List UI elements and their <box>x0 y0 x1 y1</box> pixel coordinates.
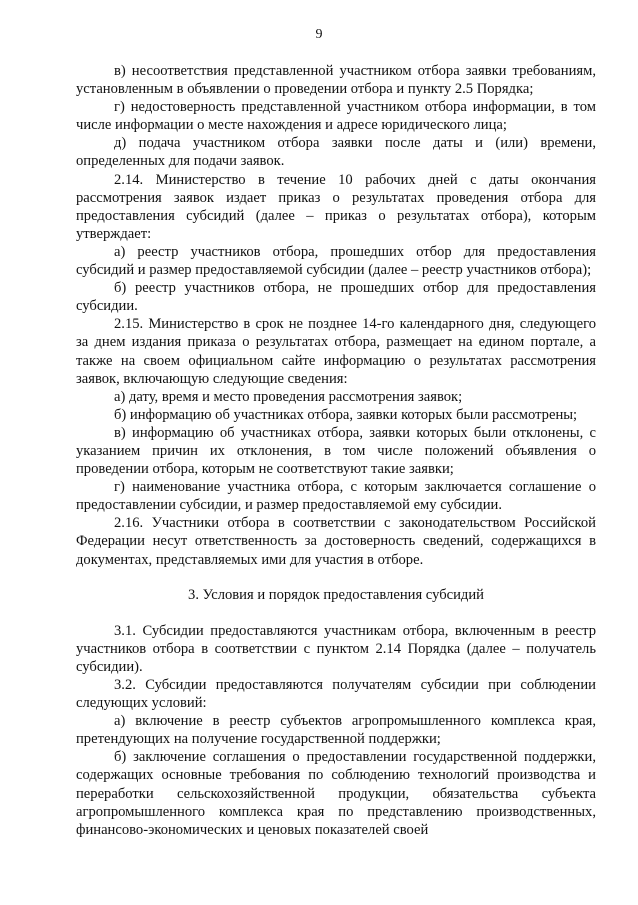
paragraph-3-1: 3.1. Субсидии предоставляются участникам отбора, включенным в реестр участников отбора в соответствии с пунктом 2.14 Порядка (далее – получатель субсидии). <box>76 622 596 675</box>
paragraph-2-15-a: а) дату, время и место проведения рассмотрения заявок; <box>114 388 463 405</box>
section-heading: 3. Условия и порядок предоставления субсидий <box>188 586 484 603</box>
paragraph-2-15-v: в) информацию об участниках отбора, заявки которых были отклонены, с указанием причин их отклонения, в том числе положений объявления о проведении отбора, которым не соответствуют такие заявки; <box>76 424 596 478</box>
paragraph-2-13-v: в) несоответствия представленной участником отбора заявки требованиям, установленным в объявлении о проведении отбора и пункту 2.5 Порядка; <box>76 63 596 98</box>
paragraph-3-2-b: б) заключение соглашения о предоставлении государственной поддержки, содержащих основные требования по соблюдению технологий производства и переработки сельскохозяйственной продукции, обязательства субъекта агропромышленного комплекса края по представлению производственных, финансово-экономических и ценовых показателей своей <box>76 749 596 838</box>
paragraph-2-13-g: г) недостоверность представленной участником отбора информации, в том числе информации о месте нахождения и адресе юридического лица; <box>76 99 596 134</box>
paragraph-3-2: 3.2. Субсидии предоставляются получателям субсидии при соблюдении следующих условий: <box>76 677 596 712</box>
paragraph-2-14-b: б) реестр участников отбора, не прошедших отбор для предоставления субсидии. <box>76 280 596 315</box>
paragraph-2-14: 2.14. Министерство в течение 10 рабочих дней с даты окончания рассмотрения заявок издает приказ о результатах проведения отбора для предоставления субсидий (далее – приказ о результатах отбора), которым утверждает: <box>76 171 596 242</box>
paragraph-2-14-a: а) реестр участников отбора, прошедших отбор для предоставления субсидий и размер предоставляемой субсидии (далее – реестр участников отбора); <box>76 243 596 279</box>
paragraph-3-2-a: а) включение в реестр субъектов агропромышленного комплекса края, претендующих на получение государственной поддержки; <box>76 713 596 748</box>
paragraph-2-15-b: б) информацию об участниках отбора, заявки которых были рассмотрены; <box>114 406 578 423</box>
paragraph-2-15-g: г) наименование участника отбора, с которым заключается соглашение о предоставлении субсидии, и размер предоставляемой ему субсидии. <box>76 479 596 514</box>
paragraph-2-16: 2.16. Участники отбора в соответствии с законодательством Российской Федерации несут ответственность за достоверность сведений, содержащихся в документах, представляемых ими для участия в отборе. <box>76 515 596 568</box>
document-body <box>76 62 596 839</box>
page-number: 9 <box>315 27 323 42</box>
paragraph-2-13-d: д) подача участником отбора заявки после даты и (или) времени, определенных для подачи заявок. <box>76 135 596 170</box>
paragraph-2-15: 2.15. Министерство в срок не позднее 14-го календарного дня, следующего за днем издания приказа о результатах отбора, размещает на едином портале, а также на своем официальном сайте информацию о результатах рассмотрения заявок, включающую следующие сведения: <box>76 316 596 387</box>
